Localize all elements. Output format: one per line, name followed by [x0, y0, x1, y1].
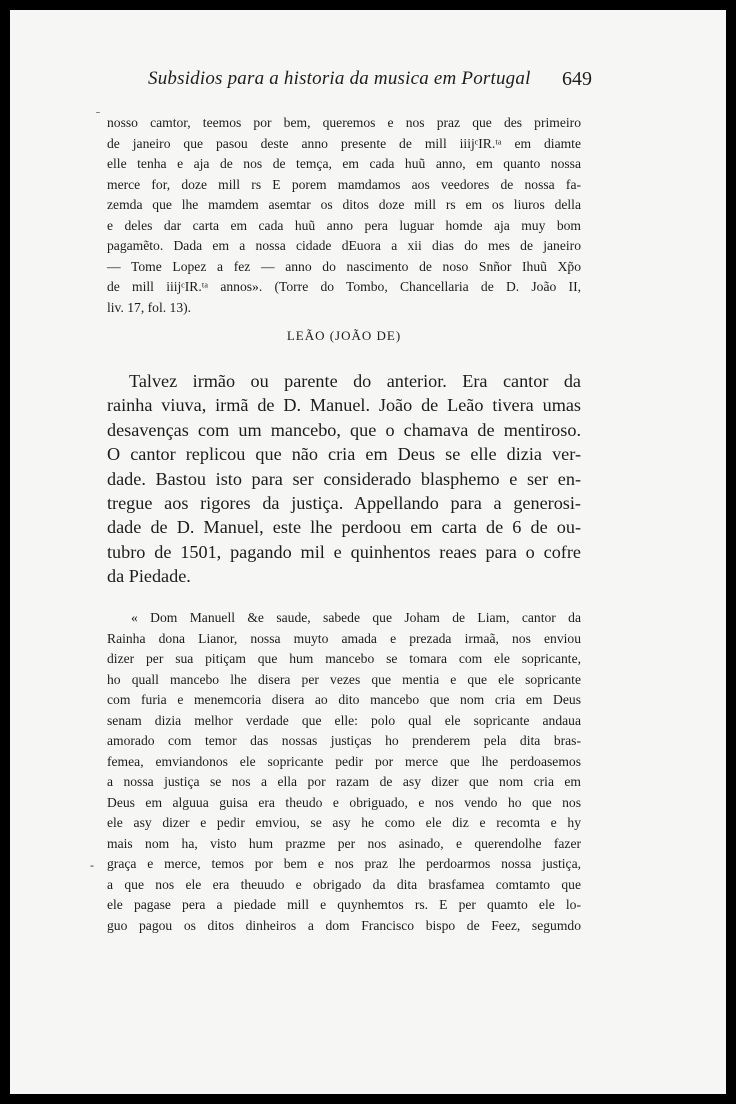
quote2-line: mais nom ha, visto hum prazme per nos asinado, e querendolhe fazer — [107, 835, 581, 851]
quote1-line: merce for, doze mill rs E porem mamdamos aos veedores de nossa fa- — [107, 176, 581, 192]
document-quote-1 — [107, 113, 581, 318]
quote2-line: « Dom Manuell &e saude, sabede que Joham de Liam, cantor da — [131, 610, 581, 625]
quote1-line: pagamẽto. Dada em a nossa cidade dEuora a xii dias do mes de janeiro — [107, 238, 581, 253]
quote1-line: — Tome Lopez a fez — anno do nascimento de noso Snñor Ihuũ Xp̃o — [107, 258, 581, 274]
running-header — [148, 68, 598, 98]
quote2-line: Rainha dona Lianor, nossa muyto amada e prezada irmaã, nos enviou — [107, 630, 581, 646]
quote1-line: elle tenha e aja de nos de temça, em cada huũ anno, em quanto nossa — [107, 156, 581, 171]
body-line: dade de D. Manuel, este lhe perdoou em carta de 6 de ou- — [107, 517, 581, 538]
quote2-line: graça e merce, temos por bem e nos praz lhe perdoarmos nossa justiça, — [107, 856, 581, 871]
quote2-line: ele asy dizer e pedir emviou, se asy he como ele diz e recomta e hy — [107, 815, 581, 830]
quote2-line: amorado com temor das nossas justiças ho prenderem pela dita bras- — [107, 733, 581, 748]
body-line: O cantor replicou que não cria em Deus se elle dizia ver- — [107, 444, 581, 465]
quote2-line: femea, emviandonos ele sopricante pedir por merce que lhe perdoasemos — [107, 753, 581, 769]
margin-mark: ˉ — [96, 108, 100, 122]
quote2-line: ho quall mancebo lhe disera per vezes que mentia e que ele sopricante — [107, 671, 581, 687]
quote1-line: de janeiro que pasou deste anno presente de mill iiijᶜIR.ᵗᵃ em diamte — [107, 135, 581, 151]
quote2-line: senam dizia melhor verdade que elle: polo qual ele sopricante andaua — [107, 712, 581, 728]
body-line: tregue aos rigores da justiça. Appellando para a generosi- — [107, 493, 581, 514]
running-title: Subsidios para a historia da musica em Portugal — [148, 68, 531, 89]
body-line: Talvez irmão ou parente do anterior. Era cantor da — [129, 371, 581, 391]
quote2-line: Deus em alguua guisa era theudo e obriguado, e nos vendo ho que nos — [107, 794, 581, 810]
document-quote-2 — [107, 608, 581, 936]
section-heading: LEÃO (JOÃO DE) — [286, 328, 402, 343]
body-line: dade. Bastou isto para ser considerado blasphemo e ser en- — [107, 468, 581, 489]
body-paragraph — [107, 369, 581, 589]
quote2-line: com furia e menemcoria disera ao dito mancebo que nom cria em Deus — [107, 692, 581, 707]
quote1-line: liv. 17, fol. 13). — [107, 299, 192, 315]
book-page — [10, 10, 726, 1094]
body-line: rainha viuva, irmã de D. Manuel. João de Leão tivera umas — [107, 395, 581, 416]
body-line: da Piedade. — [107, 566, 191, 587]
quote1-line: nosso camtor, teemos por bem, queremos e nos praz que des primeiro — [107, 115, 581, 130]
quote2-line: guo pagou os ditos dinheiros a dom Francisco bispo de Feez, segumdo — [107, 917, 581, 933]
page-number: 649 — [562, 68, 592, 90]
quote2-line: dizer per sua pitiçam que hum mancebo se tomara com ele sopricante, — [107, 651, 581, 666]
body-line: desavenças com um mancebo, que o chamava de mentiroso. — [107, 419, 581, 440]
quote1-line: e deles dar carta em cada huũ anno pera luguar homde aja muy bom — [107, 217, 581, 233]
quote2-line: a nossa justiça se nos a ella por razam de asy dizer que nom cria em — [107, 774, 581, 789]
quote2-line: ele pagase pera a piedade mill e quynhemtos rs. E per quamto ele lo- — [107, 897, 581, 912]
quote1-line: de mill iiijᶜIR.ᵗᵃ annos». (Torre do Tombo, Chancellaria de D. João II, — [107, 279, 581, 294]
margin-mark: - — [90, 858, 94, 872]
body-line: tubro de 1501, pagando mil e quinhentos reaes para o cofre — [107, 541, 581, 562]
quote1-line: zemda que lhe mamdem asemtar os ditos doze mill rs em os liuros della — [107, 197, 581, 212]
quote2-line: a que nos ele era theuudo e obrigado da dita brasfamea comtamto que — [107, 876, 581, 892]
